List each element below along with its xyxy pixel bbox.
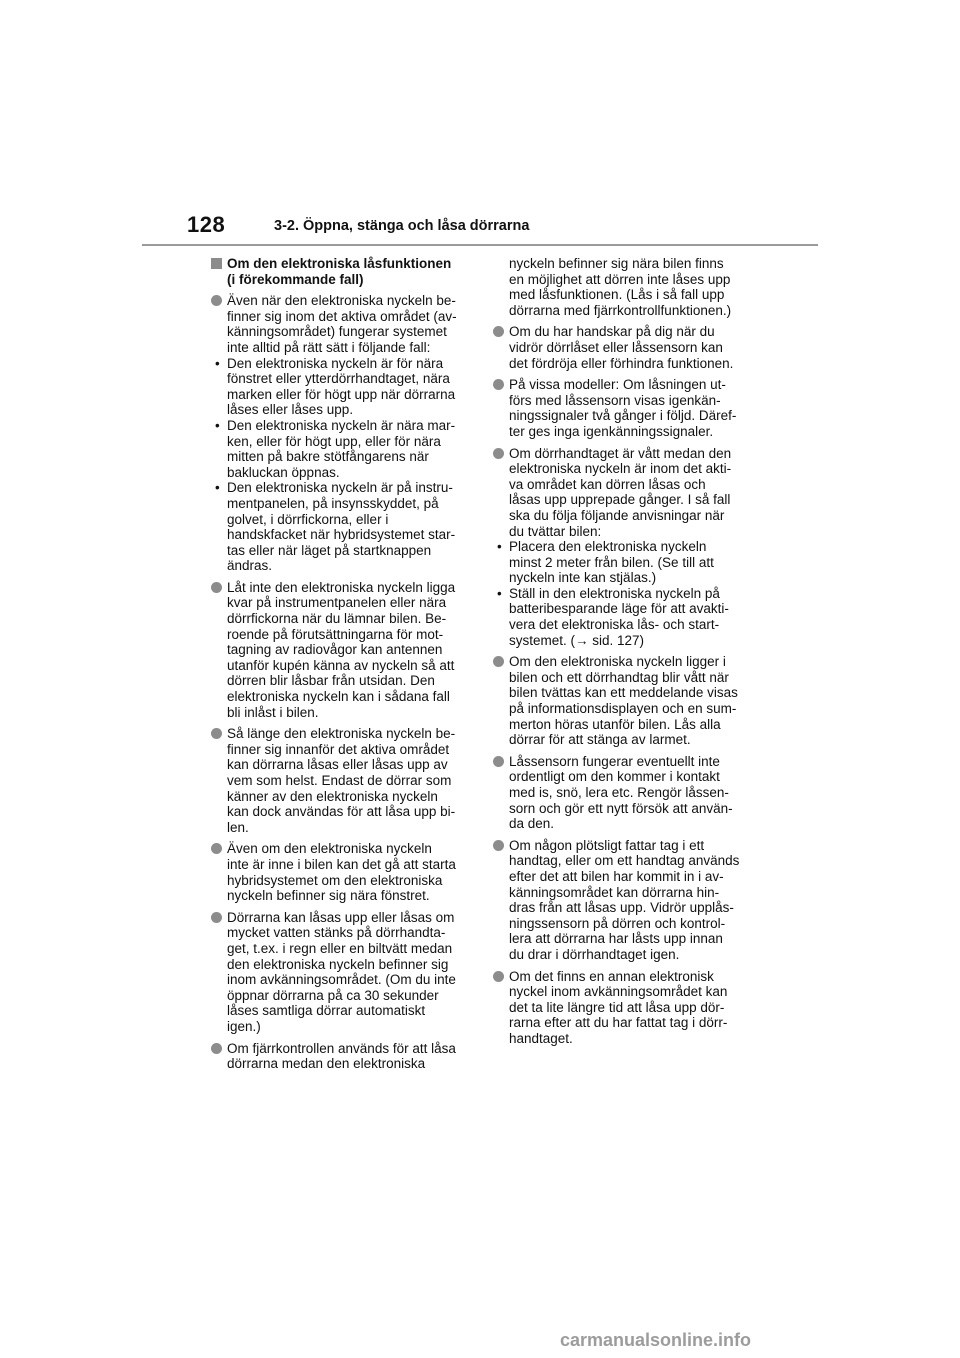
paragraph-text: Låt inte den elektroniska nyckeln ligga kvar på instrumentpanelen eller nära dörrfickorna när du lämnar bilen. Be- roende på förutsättningarna för mot- tagning av radiovågor kan antennen utanför kupén känna av nyckeln så att dörren blir låsbar från utsidan. Den elektroniska nyckeln kan i sådana fall bli inlåst i bilen. [227,579,456,720]
paragraph-text: Om dörrhandtaget är vått medan den elektroniska nyckeln är inom det akti- va området kan dörren låsas och låsas upp upprepade gånger. I så fall ska du följa följande anvisningar när du tvättar bilen: [509,445,732,539]
page-header [187,212,817,246]
paragraph-text: Om det finns en annan elektronisk nyckel inom avkänningsområdet kan det ta lite längre tid att låsa upp dör- rarna efter att du har fattat tag i dörr- handtaget. [509,968,728,1046]
paragraph [493,838,755,963]
sub-item [493,539,755,586]
circle-bullet-icon [211,295,222,306]
paragraph [211,580,473,720]
paragraph-text: Om du har handskar på dig när du vidrör dörrlåset eller låssensorn kan det fördröja eller förhindra funktionen. [509,324,734,371]
right-column [493,256,755,1053]
paragraph-text: Dörrarna kan låsas upp eller låsas om mycket vatten stänks på dörrhandta- get, t.ex. i regn eller en biltvätt medan den elektroniska nyckeln befinner sig inom avkänningsområdet. (Om du inte öppnar dörrarna på ca 30 sekunder låses samtliga dörrar automatiskt igen.) [227,909,456,1034]
circle-bullet-icon [493,326,504,337]
paragraph-text: Även när den elektroniska nyckeln be- finner sig inom det aktiva området (av- känningsområdet) fungerar systemet inte alltid på rätt sätt i följande fall: [227,293,457,355]
paragraph [493,969,755,1047]
circle-bullet-icon [211,728,222,739]
paragraph [211,1041,473,1072]
page-number: 128 [187,212,226,237]
circle-bullet-icon [493,840,504,851]
continued-text: nyckeln befinner sig nära bilen finns en möjlighet att dörren inte låses upp med låsfunktionen. (Lås i så fall upp dörrarna med fjärrkontrollfunktionen.) [509,256,732,318]
paragraph-text: Så länge den elektroniska nyckeln be- finner sig innanför det aktiva området kan dörrarna låsas eller låsas upp av vem som helst. Endast de dörrar som känner av den elektroniska nyckeln kan dock användas för att låsa upp bi- len. [227,726,456,835]
paragraph-text: Om den elektroniska nyckeln ligger i bilen och ett dörrhandtag blir vått när bilen tvättas kan ett meddelande visas på informationsdisplayen och en sum- merton höras utanför bilen. Lås alla dörrar för att stänga av larmet. [509,654,738,748]
paragraph-text: Även om den elektroniska nyckeln inte är inne i bilen kan det gå att starta hybridsystemet om den elektroniska nyckeln befinner sig nära fönstret. [227,841,456,904]
paragraph-text: Om fjärrkontrollen används för att låsa dörrarna medan den elektroniska [227,1040,456,1072]
left-column [211,256,473,1078]
circle-bullet-icon [493,756,504,767]
circle-bullet-icon [211,843,222,854]
paragraph [493,446,755,649]
circle-bullet-icon [211,912,222,923]
paragraph [493,654,755,748]
paragraph [493,754,755,832]
sub-item-text: Den elektroniska nyckeln är på instru- mentpanelen, på insynsskyddet, på golvet, i dörrfickorna, eller i handskfacket när hybridsystemet star- tas eller när läget på startknappen ändras. [227,480,456,574]
heading-text: Om den elektroniska låsfunktionen (i förekommande fall) [227,256,452,287]
sub-item-text: Den elektroniska nyckeln är nära mar- ken, eller för högt upp, eller för nära mitten på bakre stötfångarens när bakluckan öppnas. [227,417,456,480]
paragraph-text: Låssensorn fungerar eventuellt inte ordentligt om den kommer i kontakt med is, snö, lera etc. Rengör låssen- sorn och gör ett nytt försök att använ- da den. [509,753,733,832]
sub-item-text: Den elektroniska nyckeln är för nära fönstret eller ytterdörrhandtaget, nära marken eller för högt upp när dörrarna låses eller låses upp. [227,355,456,418]
circle-bullet-icon [493,448,504,459]
circle-bullet-icon [493,656,504,667]
circle-bullet-icon [493,379,504,390]
sub-item-text: Placera den elektroniska nyckeln minst 2 meter från bilen. (Se till att nyckeln inte kan stjälas.) [509,539,714,586]
dot-bullet-icon: • [215,417,220,433]
square-bullet-icon [211,258,222,269]
paragraph [211,726,473,835]
dot-bullet-icon: • [215,480,220,496]
sub-item [211,418,473,480]
paragraph [211,910,473,1035]
paragraph [211,841,473,903]
circle-bullet-icon [493,971,504,982]
section-heading [211,256,473,287]
dot-bullet-icon: • [215,355,220,371]
watermark: carmanualsonline.info [560,1330,752,1350]
circle-bullet-icon [211,582,222,593]
section-title: 3-2. Öppna, stänga och låsa dörrarna [274,218,530,234]
dot-bullet-icon: • [497,539,502,555]
paragraph-text: Om någon plötsligt fattar tag i ett handtag, eller om ett handtag används efter det att bilen har kommit in i av- känningsområdet kan dörrarna hin- dras från att låsas upp. Vidrör upplås- ningssensorn på dörren och kontrol- lera att dörrarna har låsts upp innan du drar i dörrhandtaget igen. [509,837,740,962]
sub-item [211,480,473,574]
circle-bullet-icon [211,1043,222,1054]
header-rule [142,244,818,246]
sub-item-text: Ställ in den elektroniska nyckeln på batteribesparande läge för att avakti- vera det elektroniska lås- och start- systemet. (→ sid. 127) [509,585,729,648]
paragraph [211,293,473,574]
dot-bullet-icon: • [497,585,502,601]
sub-item [211,356,473,418]
paragraph-text: På vissa modeller: Om låsningen ut- förs med låssensorn visas igenkän- ningssignaler två gånger i följd. Däref- ter ges inga igenkänningssignaler. [509,377,737,439]
sub-item [493,586,755,648]
paragraph [493,324,755,371]
paragraph [493,377,755,439]
